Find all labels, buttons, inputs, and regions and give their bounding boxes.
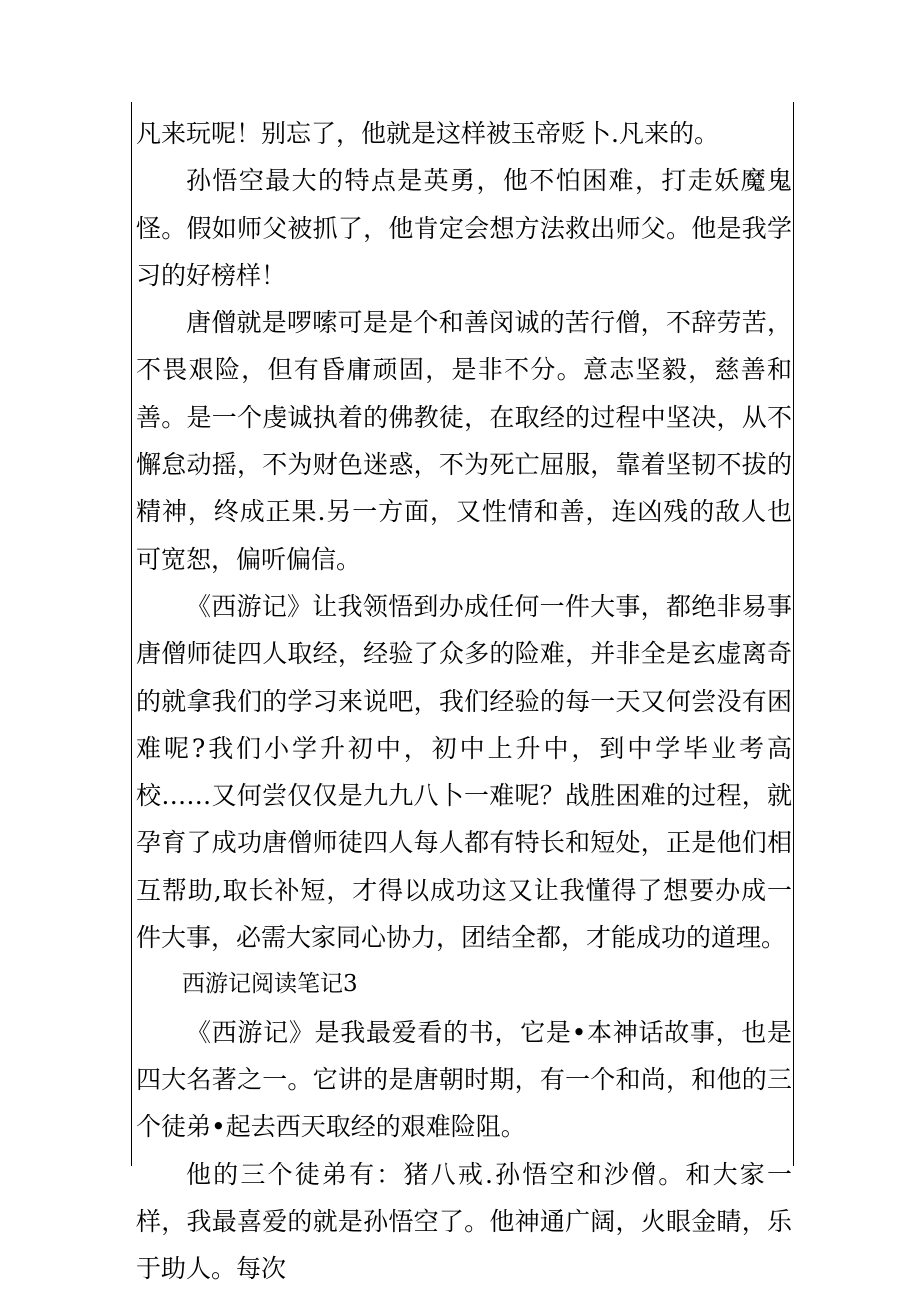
paragraph-tang-seng: 唐僧就是啰嗦可是是个和善闵诚的苦行僧，不辞劳苦，不畏艰险，但有昏庸顽固，是非不分。意志坚毅，慈善和善。是一个虔诚执着的佛教徒，在取经的过程中坚决，从不懈怠动摇，不为财色迷惑，不为死亡屈服，靠着坚韧不拔的精神，终成正果.另一方面，又性情和善，连凶残的敌人也可宽恕，偏听偏信。 (136, 308, 792, 574)
paragraph-sun-wukong: 孙悟空最大的特点是英勇，他不怕困难，打走妖魔鬼怪。假如师父被抓了，他肯定会想方法救出师父。他是我学习的好榜样！ (136, 166, 792, 290)
left-border-line (131, 102, 132, 1166)
paragraph-disciples: 他的三个徒弟有：猪八戒.孙悟空和沙僧。和大家一样，我最喜爱的就是孙悟空了。他神通广阔，火眼金睛，乐于助人。每次 (136, 1159, 792, 1284)
paragraph-lesson: 《西游记》让我领悟到办成任何一件大事，都绝非易事唐僧师徒四人取经，经验了众多的险难，并非全是玄虚离奇的就拿我们的学习来说吧，我们经验的每一天又何尝没有困难呢?我们小学升初中，初中上升中，到中学毕业考高校……又何尝仅仅是九九八卜一难呢？战胜困难的过程，就孕育了成功唐僧师徒四人每人都有特长和短处，正是他们相互帮助,取长补短，才得以成功这又让我懂得了想要办成一件大事，必需大家同心协力，团结全都，才能成功的道理。 (136, 591, 792, 953)
paragraph-continuation: 凡来玩呢！别忘了，他就是这样被玉帝贬卜.凡来的。 (136, 119, 719, 148)
section-heading: 西游记阅读笔记3 (182, 971, 358, 998)
document-body (136, 110, 792, 1292)
right-border-line (793, 102, 794, 1166)
paragraph-intro: 《西游记》是我最爱看的书，它是•本神话故事，也是四大名著之一。它讲的是唐朝时期，有一个和尚，和他的三个徒弟•起去西天取经的艰难险阻。 (136, 1017, 792, 1142)
